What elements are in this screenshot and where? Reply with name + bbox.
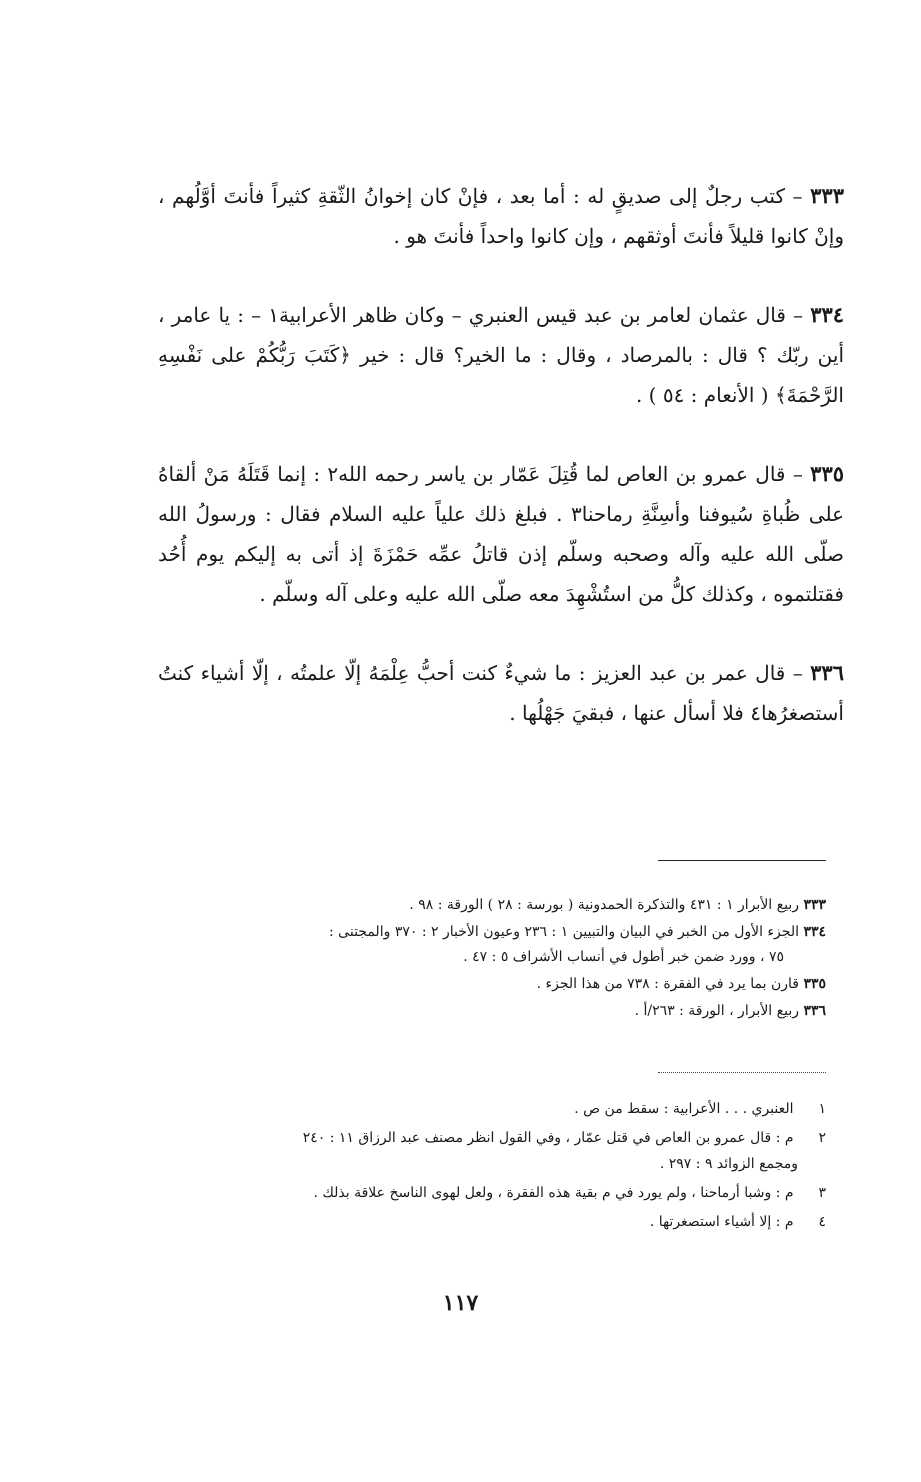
note-text: م : وشبا أرماحنا ، ولم يورد في م بقية هذه الفقرة ، ولعل لهوى الناسخ علاقة بذلك . — [313, 1185, 794, 1201]
source-item — [158, 893, 826, 918]
paragraph-line: وسلّم . — [259, 582, 319, 606]
paragraph-line: إلّا أشياء كنتُ أستصغرُها٤ فلا أسأل عنها ، فبقيَ جَهْلُها . — [158, 661, 844, 725]
source-item — [158, 920, 826, 970]
paragraph-335 — [158, 454, 844, 614]
paragraph-line: ورسولُ الله صلّى الله عليه وآله وصحبه وسلّم إذن قاتلُ عمِّه حَمْزَةَ إذ أتى به — [158, 502, 844, 566]
paragraph-line: – قال عثمان لعامر بن عبد قيس العنبري – وكان ظاهر — [353, 303, 804, 327]
paragraph-line: فأنتَ أوَّلُهم ، وإنْ كانوا قليلاً فأنتَ أوثقهم ، وإن كانوا واحداً فأنتَ هو . — [158, 184, 844, 248]
note-text: م : إلا أشياء استصغرتها . — [649, 1214, 794, 1230]
note-item — [158, 1209, 826, 1235]
source-number: ٣٣٣ — [803, 897, 826, 913]
paragraph-line: – كتب رجلٌ إلى صديقٍ له : أما بعد ، فإنْ كان إخوانُ الثّقةِ كثيراً — [271, 184, 803, 208]
source-item — [158, 972, 826, 997]
paragraph-number: ٣٣٣ — [810, 183, 844, 208]
paragraph-line: مَنْ ألقاهُ على ظُباةِ سُيوفنا وأسِنَّةِ رماحنا٣ . فبلغ ذلك علياً عليه السلام فقال : — [158, 462, 845, 526]
source-references — [158, 893, 826, 1026]
note-text-continued: ومجمع الزوائد ٩ : ٢٩٧ . — [659, 1156, 798, 1172]
paragraph-number: ٣٣٥ — [810, 461, 845, 486]
paragraph-line: – قال عمر بن عبد العزيز : ما شيءٌ كنت أحبُّ عِلْمَهُ إلّا علمتُه ، — [276, 661, 803, 685]
paragraph-line: – قال عمرو بن العاص لما قُتِلَ عَمّار بن ياسر رحمه الله٢ : إنما قَتَلَهُ — [236, 462, 803, 486]
paragraph-line: إليكم يوم أُحُد فقتلتموه ، وكذلك كلُّ من استُشْهِدَ معه صلّى الله عليه وعلى آله — [158, 542, 844, 606]
paragraph-334 — [158, 295, 844, 415]
footnote-separator — [658, 860, 826, 861]
source-text: الجزء الأول من الخبر في البيان والتبيين ١ : ٢٣٦ وعيون الأخبار ٢ : ٣٧٠ والمجتنى : — [329, 924, 799, 940]
note-number: ٤ — [818, 1214, 826, 1230]
note-text: العنبري . . . الأعرابية : سقط من ص . — [574, 1101, 794, 1117]
paragraph-number: ٣٣٦ — [810, 660, 844, 685]
paragraph-line: الأعرابية١ – : يا عامر ، أين ربّك ؟ قال : بالمرصاد ، وقال : ما الخير؟ — [158, 303, 845, 367]
note-number: ٣ — [818, 1185, 826, 1201]
paragraph-line: قال : خير ﴿كَتَبَ رَبُّكُمْ على نَفْسِهِ الرَّحْمَةَ﴾ ( الأنعام : ٥٤ ) . — [158, 343, 844, 407]
note-item — [158, 1180, 826, 1206]
source-number: ٣٣٦ — [803, 1003, 826, 1019]
source-text: ربيع الأبرار ١ : ٤٣١ والتذكرة الحمدونية ( بورسة : ٢٨ ) الورقة : ٩٨ . — [409, 897, 799, 913]
paragraph-336 — [158, 653, 844, 733]
paragraph-333 — [158, 176, 844, 256]
critical-notes — [158, 1096, 826, 1238]
notes-separator — [658, 1072, 826, 1073]
source-number: ٣٣٤ — [803, 924, 826, 940]
paragraph-number: ٣٣٤ — [810, 302, 845, 327]
main-text — [158, 176, 844, 772]
source-text-continued: ٧٥ ، وورد ضمن خبر أطول في أنساب الأشراف ٥ : ٤٧ . — [463, 949, 784, 965]
source-item — [158, 999, 826, 1024]
note-item — [158, 1125, 826, 1177]
source-number: ٣٣٥ — [803, 976, 826, 992]
source-text: ربيع الأبرار ، الورقة : ٢٦٣/أ . — [634, 1003, 799, 1019]
note-number: ٢ — [818, 1130, 826, 1146]
note-text: م : قال عمرو بن العاص في قتل عمّار ، وفي القول انظر مصنف عبد الرزاق ١١ : ٢٤٠ — [302, 1130, 794, 1146]
page-number: ١١٧ — [442, 1290, 479, 1316]
note-item — [158, 1096, 826, 1122]
note-number: ١ — [818, 1101, 826, 1117]
source-text: قارن بما يرد في الفقرة : ٧٣٨ من هذا الجزء . — [536, 976, 799, 992]
